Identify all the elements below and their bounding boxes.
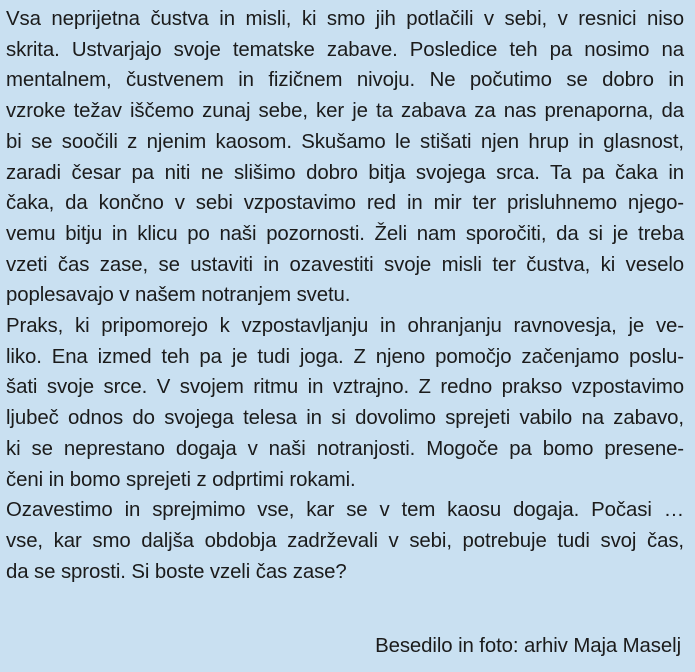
text-line: bi se soočili z njenim kaosom. Skušamo le stišati njen hrup in glasnost, (6, 130, 684, 153)
text-line: zaradi česar pa niti ne slišimo dobro bitja svojega srca. Ta pa čaka in (6, 161, 684, 184)
text-line: ljubeč odnos do svojega telesa in si dovolimo sprejeti vabilo na zabavo, (6, 407, 684, 430)
text-line: čaka, da končno v sebi vzpostavimo red in mir ter prisluhnemo njego- (6, 192, 684, 215)
photo-credit: Besedilo in foto: arhiv Maja Maselj (375, 635, 681, 657)
paragraph (6, 311, 684, 495)
text-line: liko. Ena izmed teh pa je tudi joga. Z njeno pomočjo začenjamo poslu- (6, 345, 684, 368)
text-line: vzroke težav iščemo zunaj sebe, ker je ta zabava za nas prenaporna, da (6, 100, 684, 123)
paragraph (6, 495, 684, 587)
text-line: ki se neprestano dogaja v naši notranjosti. Mogoče pa bomo presene- (6, 437, 684, 460)
text-line: šati svoje srce. V svojem ritmu in vztrajno. Z redno prakso vzpostavimo (6, 376, 684, 399)
text-line: čeni in bomo sprejeti z odprtimi rokami. (6, 468, 356, 491)
text-line: poplesavajo v našem notranjem svetu. (6, 284, 351, 307)
article-body (6, 4, 684, 587)
text-line: Ozavestimo in sprejmimo vse, kar se v tem kaosu dogaja. Počasi … (6, 499, 684, 522)
text-line: da se sprosti. Si boste vzeli čas zase? (6, 560, 347, 583)
text-line: mentalnem, čustvenem in fizičnem nivoju. Ne počutimo se dobro in (6, 69, 684, 92)
text-line: vzeti čas zase, se ustaviti in ozavestiti svoje misli ter čustva, ki veselo (6, 253, 684, 276)
text-line: skrita. Ustvarjajo svoje tematske zabave. Posledice teh pa nosimo na (6, 38, 684, 61)
text-line: vemu bitju in klicu po naši pozornosti. Želi nam sporočiti, da si je treba (6, 222, 684, 245)
text-line: Praks, ki pripomorejo k vzpostavljanju in ohranjanju ravnovesja, je ve- (6, 315, 684, 338)
text-line: Vsa neprijetna čustva in misli, ki smo jih potlačili v sebi, v resnici niso (6, 8, 684, 30)
text-line: vse, kar smo daljša obdobja zadrževali v sebi, potrebuje tudi svoj čas, (6, 529, 684, 552)
paragraph (6, 4, 684, 311)
